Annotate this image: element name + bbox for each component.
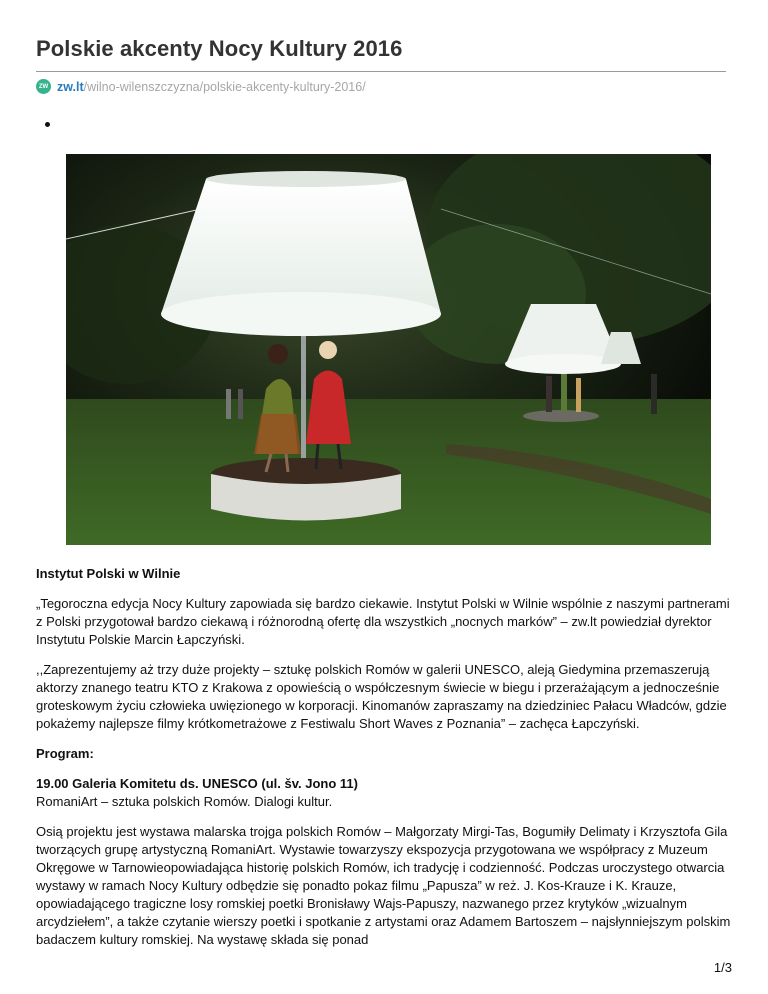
event-subtitle: RomaniArt – sztuka polskich Romów. Dialogi kultur. xyxy=(36,794,333,809)
list-bullet xyxy=(45,122,50,127)
title-divider xyxy=(36,71,726,72)
site-logo-icon: ZW xyxy=(36,79,51,94)
event-title: 19.00 Galeria Komitetu ds. UNESCO (ul. šv. Jono 11) xyxy=(36,776,358,791)
program-heading: Program: xyxy=(36,746,94,761)
source-link[interactable] xyxy=(36,79,366,94)
institute-heading: Instytut Polski w Wilnie xyxy=(36,566,181,581)
paragraph-3: Osią projektu jest wystawa malarska trojga polskich Romów – Małgorzaty Mirgi-Tas, Bogumiły Delimaty i Krzysztofa Gila tworzących grupę artystyczną RomaniArt. Wystawie towarzyszy ekspozycja przygotowana we współpracy z Muzeum Okręgowe w Tarnowieopowiadająca historię polskich Romów, ich tradycję i codzienność. Podczas uroczystego otwarcia wystawy w ramach Nocy Kultury odbędzie się ponadto pokaz filmu „Papusza” w reż. J. Kos-Krauze i K. Krauze, opowiadającego tragiczne losy romskiej poetki Bronisławy Wajs-Papuszy, nazwanego przez krytyków „wizualnym arcydziełem”, a także czytanie wierszy poetki i spotkanie z artystami oraz Adamem Bartoszem – najsłynniejszym polskim badaczem kultury romskiej. Na wystawę składa się ponad xyxy=(36,824,731,947)
paragraph-2: ,,Zaprezentujemy aż trzy duże projekty – sztukę polskich Romów w galerii UNESCO, aleją Giedymina przemaszerują aktorzy znanego teatru KTO z Krakowa z opowieścią o współczesnym świecie w biegu i przerażającym a jednocześnie groteskowym życiu człowieka uwięzionego w korporacji. Kinomanów zapraszamy na dziedziniec Pałacu Władców, gdzie pokażemy najlepsze filmy krótkometrażowe z Festiwalu Short Waves z Poznania” – zachęca Łapczyński. xyxy=(36,662,727,731)
source-domain[interactable]: zw.lt xyxy=(57,79,84,94)
page-title: Polskie akcenty Nocy Kultury 2016 xyxy=(36,36,403,61)
article-body xyxy=(36,565,736,961)
event-block xyxy=(36,775,736,811)
source-path[interactable]: /wilno-wilenszczyzna/polskie-akcenty-kultury-2016/ xyxy=(83,79,366,94)
paragraph-1: „Tegoroczna edycja Nocy Kultury zapowiada się bardzo ciekawie. Instytut Polski w Wilnie wspólnie z naszymi partnerami z Polski przygotował bardzo ciekawą i różnorodną ofertę dla wszystkich „nocnych marków” – zw.lt powiedział dyrektor Instytutu Polskie Marcin Łapczyński. xyxy=(36,596,730,647)
page-number: 1/3 xyxy=(713,960,732,975)
article-photo xyxy=(66,154,711,545)
